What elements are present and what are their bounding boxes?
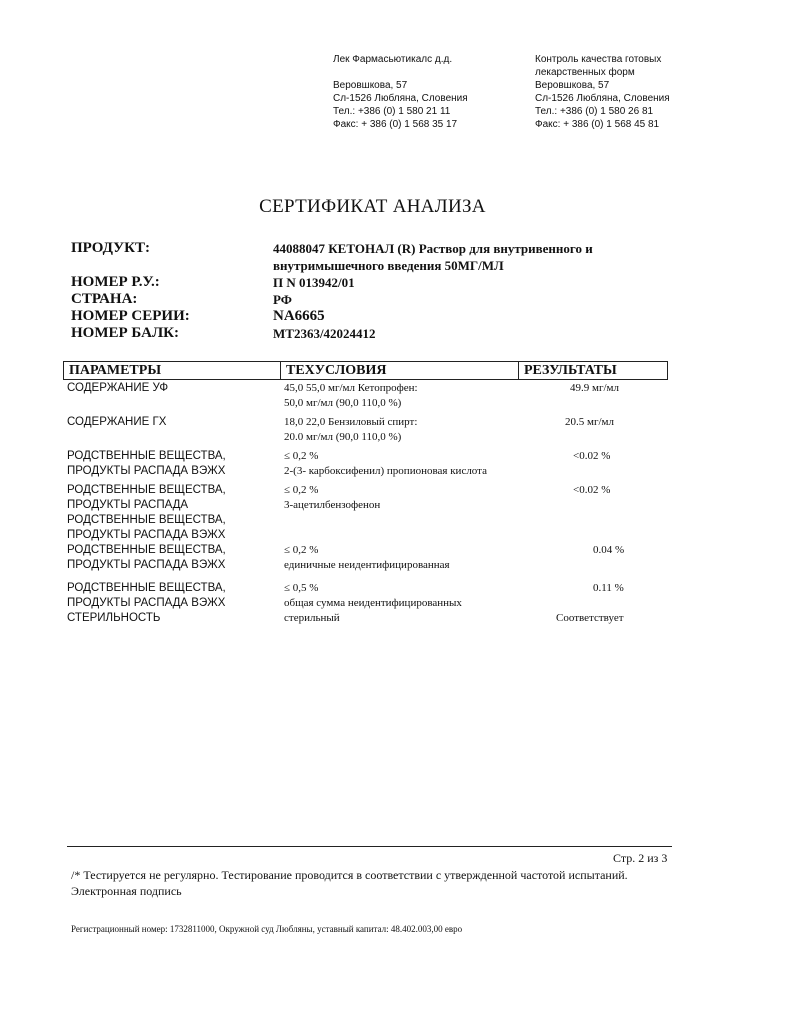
- row-param-line2: ПРОДУКТЫ РАСПАДА: [67, 499, 189, 511]
- row-result: Соответствует: [556, 612, 624, 624]
- row-param-line1: РОДСТВЕННЫЕ ВЕЩЕСТВА,: [67, 544, 226, 556]
- field-reg-no-label: НОМЕР Р.У.:: [71, 274, 160, 290]
- row-param-line1: РОДСТВЕННЫЕ ВЕЩЕСТВА,: [67, 484, 226, 496]
- row-spec-line1: ≤ 0,2 %: [284, 544, 319, 556]
- row-param-line1: СТЕРИЛЬНОСТЬ: [67, 612, 161, 624]
- electronic-signature: Электронная подпись: [71, 884, 182, 898]
- row-spec-line2: 3-ацетилбензофенон: [284, 499, 381, 511]
- row-spec-line1: ≤ 0,2 %: [284, 484, 319, 496]
- field-bulk-no-label: НОМЕР БАЛК:: [71, 325, 180, 341]
- row-param-line1: СОДЕРЖАНИЕ ГХ: [67, 416, 167, 428]
- page-number: Стр. 2 из 3: [613, 851, 668, 865]
- row-result: 20.5 мг/мл: [565, 416, 614, 428]
- header-results: РЕЗУЛЬТАТЫ: [524, 363, 617, 378]
- footer-divider: [67, 846, 672, 847]
- row-spec-line2: 50,0 мг/мл (90,0 110,0 %): [284, 397, 402, 409]
- field-country-label: СТРАНА:: [71, 291, 138, 307]
- field-series-no-value: NA6665: [273, 308, 325, 324]
- qc-street: Веровшкова, 57: [535, 80, 610, 91]
- results-table-header: [63, 361, 668, 380]
- company-name: Лек Фармасьютикалс д.д.: [333, 54, 453, 65]
- row-param-line2: ПРОДУКТЫ РАСПАДА ВЭЖХ: [67, 529, 226, 541]
- footnote: /* Тестируется не регулярно. Тестирование проводится в соответствии с утвержденной частотой испытаний.: [71, 868, 628, 882]
- field-series-no-label: НОМЕР СЕРИИ:: [71, 308, 190, 324]
- row-result: 49.9 мг/мл: [570, 382, 619, 394]
- field-reg-no-value: П N 013942/01: [273, 275, 355, 290]
- company-fax: Факс: + 386 (0) 1 568 35 17: [333, 119, 458, 130]
- row-result: 0.11 %: [593, 582, 624, 594]
- header-params: ПАРАМЕТРЫ: [64, 362, 281, 379]
- row-param-line2: ПРОДУКТЫ РАСПАДА ВЭЖХ: [67, 465, 226, 477]
- table-row: [67, 581, 667, 611]
- row-spec-line1: стерильный: [284, 612, 340, 624]
- field-product-value-line1: 44088047 КЕТОНАЛ (R) Раствор для внутривенного и: [273, 241, 593, 256]
- row-spec-line2: единичные неидентифицированная: [284, 559, 450, 571]
- table-row: [67, 543, 667, 581]
- table-row: [67, 449, 667, 483]
- qc-department-block: [535, 53, 670, 131]
- field-product: [71, 240, 711, 274]
- row-spec-line1: 45,0 55,0 мг/мл Кетопрофен:: [284, 382, 418, 394]
- qc-city: Сл-1526 Любляна, Словения: [535, 93, 670, 104]
- row-param-line1: РОДСТВЕННЫЕ ВЕЩЕСТВА,: [67, 514, 226, 526]
- field-product-label: ПРОДУКТ:: [71, 240, 151, 256]
- company-phone: Тел.: +386 (0) 1 580 21 11: [333, 106, 451, 117]
- field-country-value: РФ: [273, 292, 292, 307]
- results-table-body: [67, 381, 667, 627]
- table-row: [67, 415, 667, 449]
- field-series-no: [71, 308, 711, 325]
- qc-dept-line1: Контроль качества готовых: [535, 54, 662, 65]
- row-spec-line1: 18,0 22,0 Бензиловый спирт:: [284, 416, 418, 428]
- document-title: СЕРТИФИКАТ АНАЛИЗА: [259, 196, 486, 217]
- row-spec-line1: ≤ 0,5 %: [284, 582, 319, 594]
- qc-phone: Тел.: +386 (0) 1 580 26 81: [535, 106, 654, 117]
- field-bulk-no-value: MT2363/42024412: [273, 326, 376, 341]
- table-row: [67, 513, 667, 543]
- table-row: [67, 611, 667, 627]
- table-row: [67, 483, 667, 513]
- row-result: <0.02 %: [573, 484, 611, 496]
- row-param-line2: ПРОДУКТЫ РАСПАДА ВЭЖХ: [67, 559, 226, 571]
- row-spec-line1: ≤ 0,2 %: [284, 450, 319, 462]
- field-bulk-no: [71, 325, 711, 342]
- product-fields: [71, 240, 711, 342]
- registration-info: Регистрационный номер: 1732811000, Окружной суд Любляны, уставный капитал: 48.402.003,00 евро: [71, 924, 463, 934]
- row-spec-line2: общая сумма неидентифицированных: [284, 597, 462, 609]
- company-street: Веровшкова, 57: [333, 80, 408, 91]
- qc-dept-line2: лекарственных форм: [535, 67, 635, 78]
- company-address-block: [333, 53, 468, 131]
- row-param-line1: РОДСТВЕННЫЕ ВЕЩЕСТВА,: [67, 582, 226, 594]
- row-param-line1: РОДСТВЕННЫЕ ВЕЩЕСТВА,: [67, 450, 226, 462]
- field-product-value-line2: внутримышечного введения 50МГ/МЛ: [273, 258, 504, 273]
- row-result: <0.02 %: [573, 450, 611, 462]
- row-spec-line2: 20.0 мг/мл (90,0 110,0 %): [284, 431, 402, 443]
- row-result: 0.04 %: [593, 544, 625, 556]
- row-spec-line2: 2-(3- карбоксифенил) пропионовая кислота: [284, 465, 487, 477]
- qc-fax: Факс: + 386 (0) 1 568 45 81: [535, 119, 660, 130]
- field-reg-no: [71, 274, 711, 291]
- row-param-line2: ПРОДУКТЫ РАСПАДА ВЭЖХ: [67, 597, 226, 609]
- row-param-line1: СОДЕРЖАНИЕ УФ: [67, 382, 169, 394]
- header-specs: ТЕХУСЛОВИЯ: [281, 362, 519, 379]
- company-city: Сл-1526 Любляна, Словения: [333, 93, 468, 104]
- table-row: [67, 381, 667, 415]
- field-country: [71, 291, 711, 308]
